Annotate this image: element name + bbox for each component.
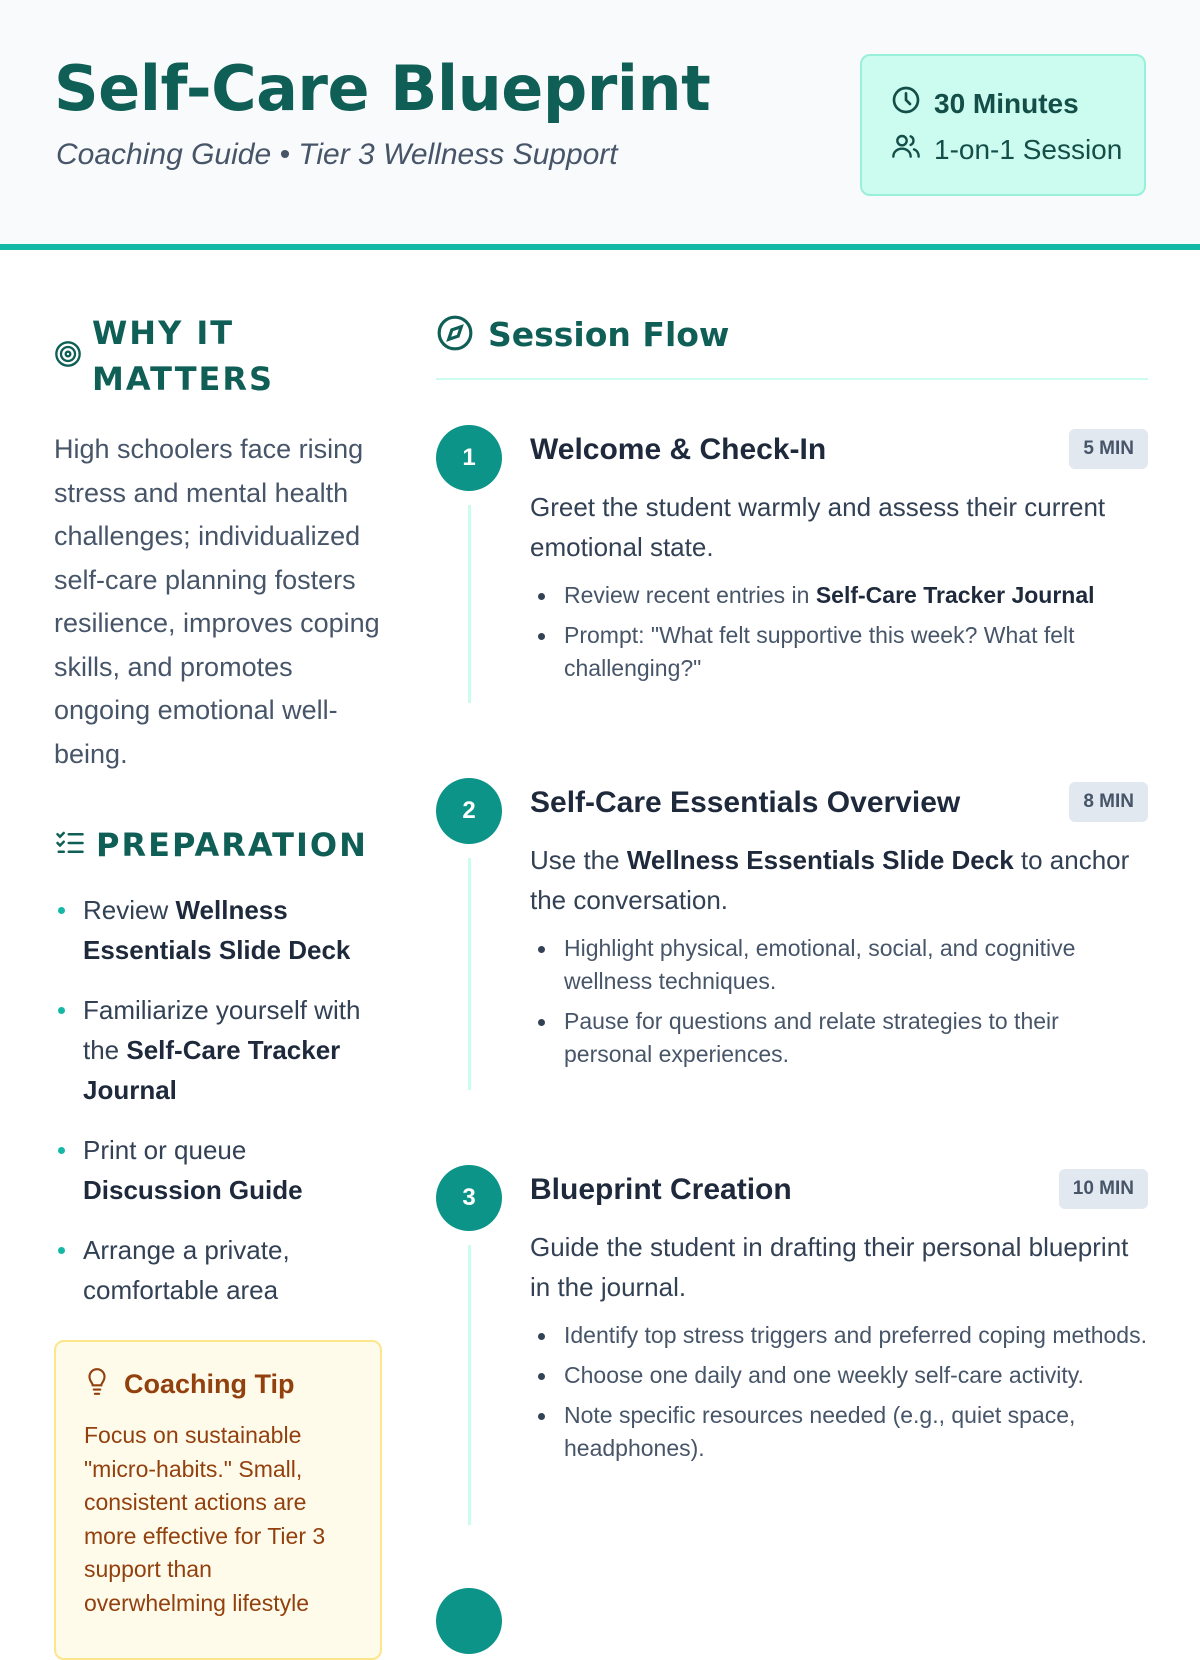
list-item: Print or queue Discussion Guide (54, 1130, 384, 1210)
list-item: Familiarize yourself with the Self-Care Tracker Journal (54, 990, 384, 1110)
list-item: Note specific resources needed (e.g., quiet space, headphones). (530, 1399, 1148, 1465)
step-time-badge: 5 MIN (1069, 429, 1148, 469)
compass-icon (436, 314, 474, 357)
list-item: Choose one daily and one weekly self-care activity. (530, 1359, 1148, 1392)
list-item: Review recent entries in Self-Care Tracker Journal (530, 579, 1148, 612)
checklist-icon (54, 828, 86, 863)
step-title: Welcome & Check-In (530, 433, 827, 466)
lightbulb-icon (84, 1366, 110, 1403)
step-time-badge: 10 MIN (1059, 1169, 1148, 1209)
step-number: 1 (436, 425, 502, 491)
right-column (436, 310, 1148, 1461)
format-text: 1-on-1 Session (934, 133, 1123, 165)
step-title: Blueprint Creation (530, 1173, 792, 1206)
timeline-connector (468, 1245, 471, 1525)
preparation-heading-text: PREPARATION (96, 826, 368, 864)
step-description: Greet the student warmly and assess their current emotional state. (530, 492, 1106, 562)
list-item: Pause for questions and relate strategies to their personal experiences. (530, 1005, 1148, 1071)
coaching-tip-box (54, 1340, 382, 1660)
target-icon (54, 340, 82, 373)
coaching-tip-title: Coaching Tip (124, 1369, 295, 1399)
step-number: 2 (436, 778, 502, 844)
duration-row (890, 84, 1079, 123)
session-meta-box (860, 54, 1146, 196)
coaching-tip-heading (84, 1366, 354, 1403)
left-column (54, 310, 384, 1660)
list-item: Highlight physical, emotional, social, and cognitive wellness techniques. (530, 932, 1148, 998)
session-flow-heading (436, 310, 1148, 380)
step-number: 3 (436, 1165, 502, 1231)
step-bullets (530, 932, 1148, 1071)
why-text: High schoolers face rising stress and mental health challenges; individualized self-care planning fosters resilience, improves coping skills, and promotes ongoing emotional well-being. (54, 434, 380, 769)
step-number (436, 1588, 502, 1654)
why-heading (54, 310, 384, 402)
step-body (530, 1165, 1148, 1472)
timeline-connector (468, 505, 471, 703)
list-item: Identify top stress triggers and preferred coping methods. (530, 1319, 1148, 1352)
why-heading-text: WHY IT MATTERS (92, 314, 275, 398)
format-row (890, 130, 1122, 169)
list-item: Prompt: "What felt supportive this week? What felt challenging?" (530, 619, 1148, 685)
preparation-list (54, 890, 384, 1310)
session-flow-title: Session Flow (488, 315, 730, 354)
list-item: Review Wellness Essentials Slide Deck (54, 890, 384, 970)
preparation-heading (54, 822, 384, 868)
step-title: Self-Care Essentials Overview (530, 786, 961, 819)
page-title: Self-Care Blueprint (54, 52, 711, 125)
step-bullets (530, 579, 1148, 685)
coaching-tip-text: Focus on sustainable "micro-habits." Small, consistent actions are more effective for Tier 3 support than overwhelming lifestyle (84, 1422, 326, 1616)
step-description: Use the Wellness Essentials Slide Deck to anchor the conversation. (530, 845, 1130, 915)
step-description: Guide the student in drafting their personal blueprint in the journal. (530, 1232, 1129, 1302)
users-icon (890, 130, 922, 169)
clock-icon (890, 84, 922, 123)
list-item: Arrange a private, comfortable area (54, 1230, 384, 1310)
page-subtitle: Coaching Guide • Tier 3 Wellness Support (56, 138, 618, 171)
step-body (530, 425, 1148, 692)
step-bullets (530, 1319, 1148, 1465)
duration-text: 30 Minutes (934, 87, 1079, 119)
step-body (530, 778, 1148, 1078)
timeline-connector (468, 858, 471, 1090)
step-time-badge: 8 MIN (1069, 782, 1148, 822)
page-header (0, 0, 1200, 250)
